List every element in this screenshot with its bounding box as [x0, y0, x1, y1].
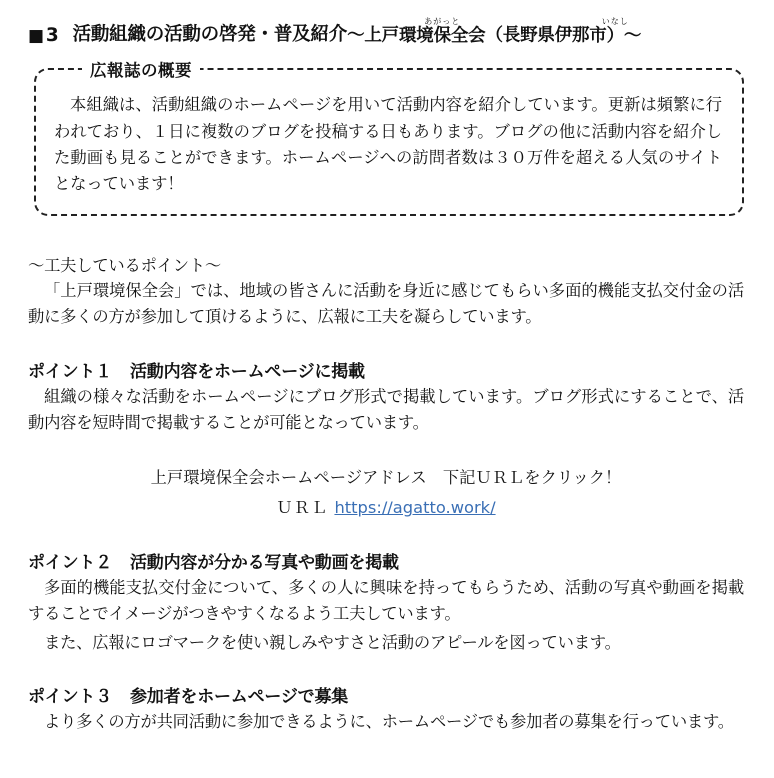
point3-heading	[28, 682, 744, 707]
point2-body-2: また、広報にロゴマークを使い親しみやすさと活動のアピールを図っています。	[44, 632, 621, 652]
ruby-text-agatto: あがっと	[424, 17, 461, 26]
point3-label: ポイント３	[28, 686, 112, 707]
point1-heading	[28, 357, 744, 382]
url-label: ＵＲＬ	[276, 498, 329, 518]
summary-box	[34, 61, 744, 216]
ruby-base-agatto: 環境保全会	[398, 26, 486, 46]
heading-marker-icon: ■	[28, 26, 44, 47]
ruby-text-inashi: いなし	[601, 17, 629, 26]
point1-title: 活動内容をホームページに掲載	[130, 361, 365, 382]
heading-ruby-inashi	[589, 18, 641, 46]
point1-label: ポイント１	[28, 361, 112, 382]
point3-title: 参加者をホームページで募集	[130, 686, 349, 707]
page-title	[28, 18, 752, 46]
heading-paren-open: （長野県伊那	[485, 25, 590, 46]
homepage-address-block	[28, 464, 744, 521]
ruby-base-inashi: 市）～	[589, 26, 642, 46]
point2-heading	[28, 548, 744, 573]
points-intro-body: 「上戸環境保全会」では、地域の皆さんに活動を身近に感じてもらい多面的機能支払交付金の活動に多くの方が参加して頂けるように、広報に工夫を凝らしています。	[28, 280, 744, 327]
summary-box-title: 広報誌の概要	[82, 57, 200, 81]
heading-tail	[347, 18, 641, 46]
homepage-url-link[interactable]: https://agatto.work/	[334, 498, 496, 518]
points-intro-title: ～工夫しているポイント～	[28, 255, 221, 275]
point2-body-1: 多面的機能支払交付金について、多くの人に興味を持ってもらうため、活動の写真や動画を掲載することでイメージがつきやすくなるよう工夫しています。	[28, 577, 744, 624]
points-section	[28, 252, 744, 736]
heading-number: 3	[45, 25, 59, 47]
point1-body: 組織の様々な活動をホームページにブログ形式で掲載しています。ブログ形式にすることで、活動内容を短時間で掲載することが可能となっています。	[28, 386, 744, 432]
heading-main-text: 活動組織の活動の啓発・普及紹介	[72, 24, 348, 46]
point3-body: より多くの方が共同活動に参加できるように、ホームページでも参加者の募集を行っています。	[44, 711, 734, 731]
heading-ruby-agatto	[399, 18, 486, 46]
point2-title: 活動内容が分かる写真や動画を掲載	[130, 552, 399, 573]
url-line	[28, 494, 744, 522]
heading-tail-prefix: ～上戸	[347, 25, 399, 46]
summary-box-body: 本組織は、活動組織のホームページを用いて活動内容を紹介しています。更新は頻繁に行われており、１日に複数のブログを投稿する日もあります。ブログの他に活動内容を紹介した動画も見ることができます。ホームページへの訪問者数は３０万件を超える人気のサイトとなっています！	[54, 95, 722, 194]
point2-label: ポイント２	[28, 552, 112, 573]
homepage-address-line: 上戸環境保全会ホームページアドレス 下記ＵＲＬをクリック！	[150, 468, 622, 488]
